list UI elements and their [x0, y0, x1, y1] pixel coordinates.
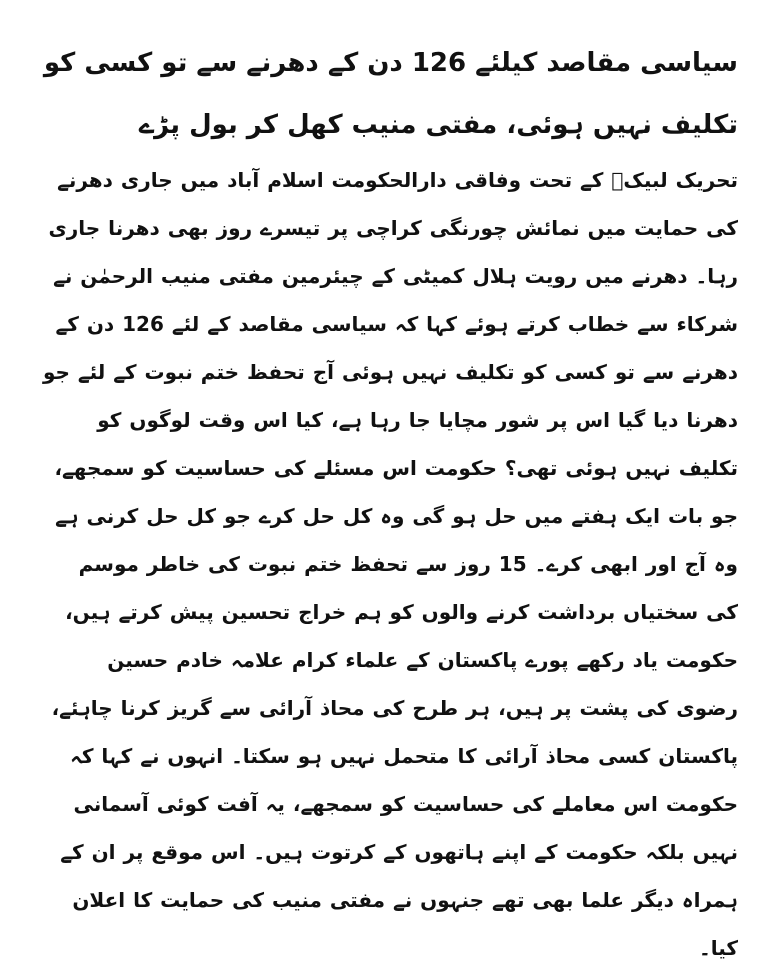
article-body: تحریک لبیکؒ کے تحت وفاقی دارالحکومت اسلام آباد میں جاری دھرنے کی حمایت میں نمائش چورنگی کراچی پر تیسرے روز بھی دھرنا جاری رہا۔ دھرنے میں رویت ہلال کمیٹی کے چیئرمین مفتی منیب الرحمٰن نے شرکاء سے خطاب کرتے ہوئے کہا کہ سیاسی مقاصد کے لئے 126 دن کے دھرنے سے تو کسی کو تکلیف نہیں ہوئی آج تحفظ ختم نبوت کے لئے جو دھرنا دیا گیا اس پر شور مچایا جا رہا ہے، کیا اس وقت لوگوں کو تکلیف نہیں ہوئی تھی؟ حکومت اس مسئلے کی حساسیت کو سمجھے، جو بات ایک ہفتے میں حل ہو گی وہ کل حل کرے جو کل حل کرنی ہے وہ آج اور ابھی کرے۔ 15 روز سے تحفظ ختم نبوت کی خاطر موسم کی سختیاں برداشت کرنے والوں کو ہم خراج تحسین پیش کرتے ہیں، حکومت یاد رکھے پورے پاکستان کے علماء کرام علامہ خادم حسین رضوی کی پشت پر ہیں، ہر طرح کی محاذ آرائی سے گریز کرنا چاہئے، پاکستان کسی محاذ آرائی کا متحمل نہیں ہو سکتا۔ انہوں نے کہا کہ حکومت اس معاملے کی حساسیت کو سمجھے، یہ آفت کوئی آسمانی نہیں بلکہ حکومت کے اپنے ہاتھوں کے کرتوت ہیں۔ اس موقع پر ان کے ہمراہ دیگر علما بھی تھے جنہوں نے مفتی منیب کی حمایت کا اعلان کیا۔: [42, 168, 738, 960]
article-headline: سیاسی مقاصد کیلئے 126 دن کے دھرنے سے تو کسی کو تکلیف نہیں ہوئی، مفتی منیب کھل کر بول پڑے: [43, 48, 738, 140]
